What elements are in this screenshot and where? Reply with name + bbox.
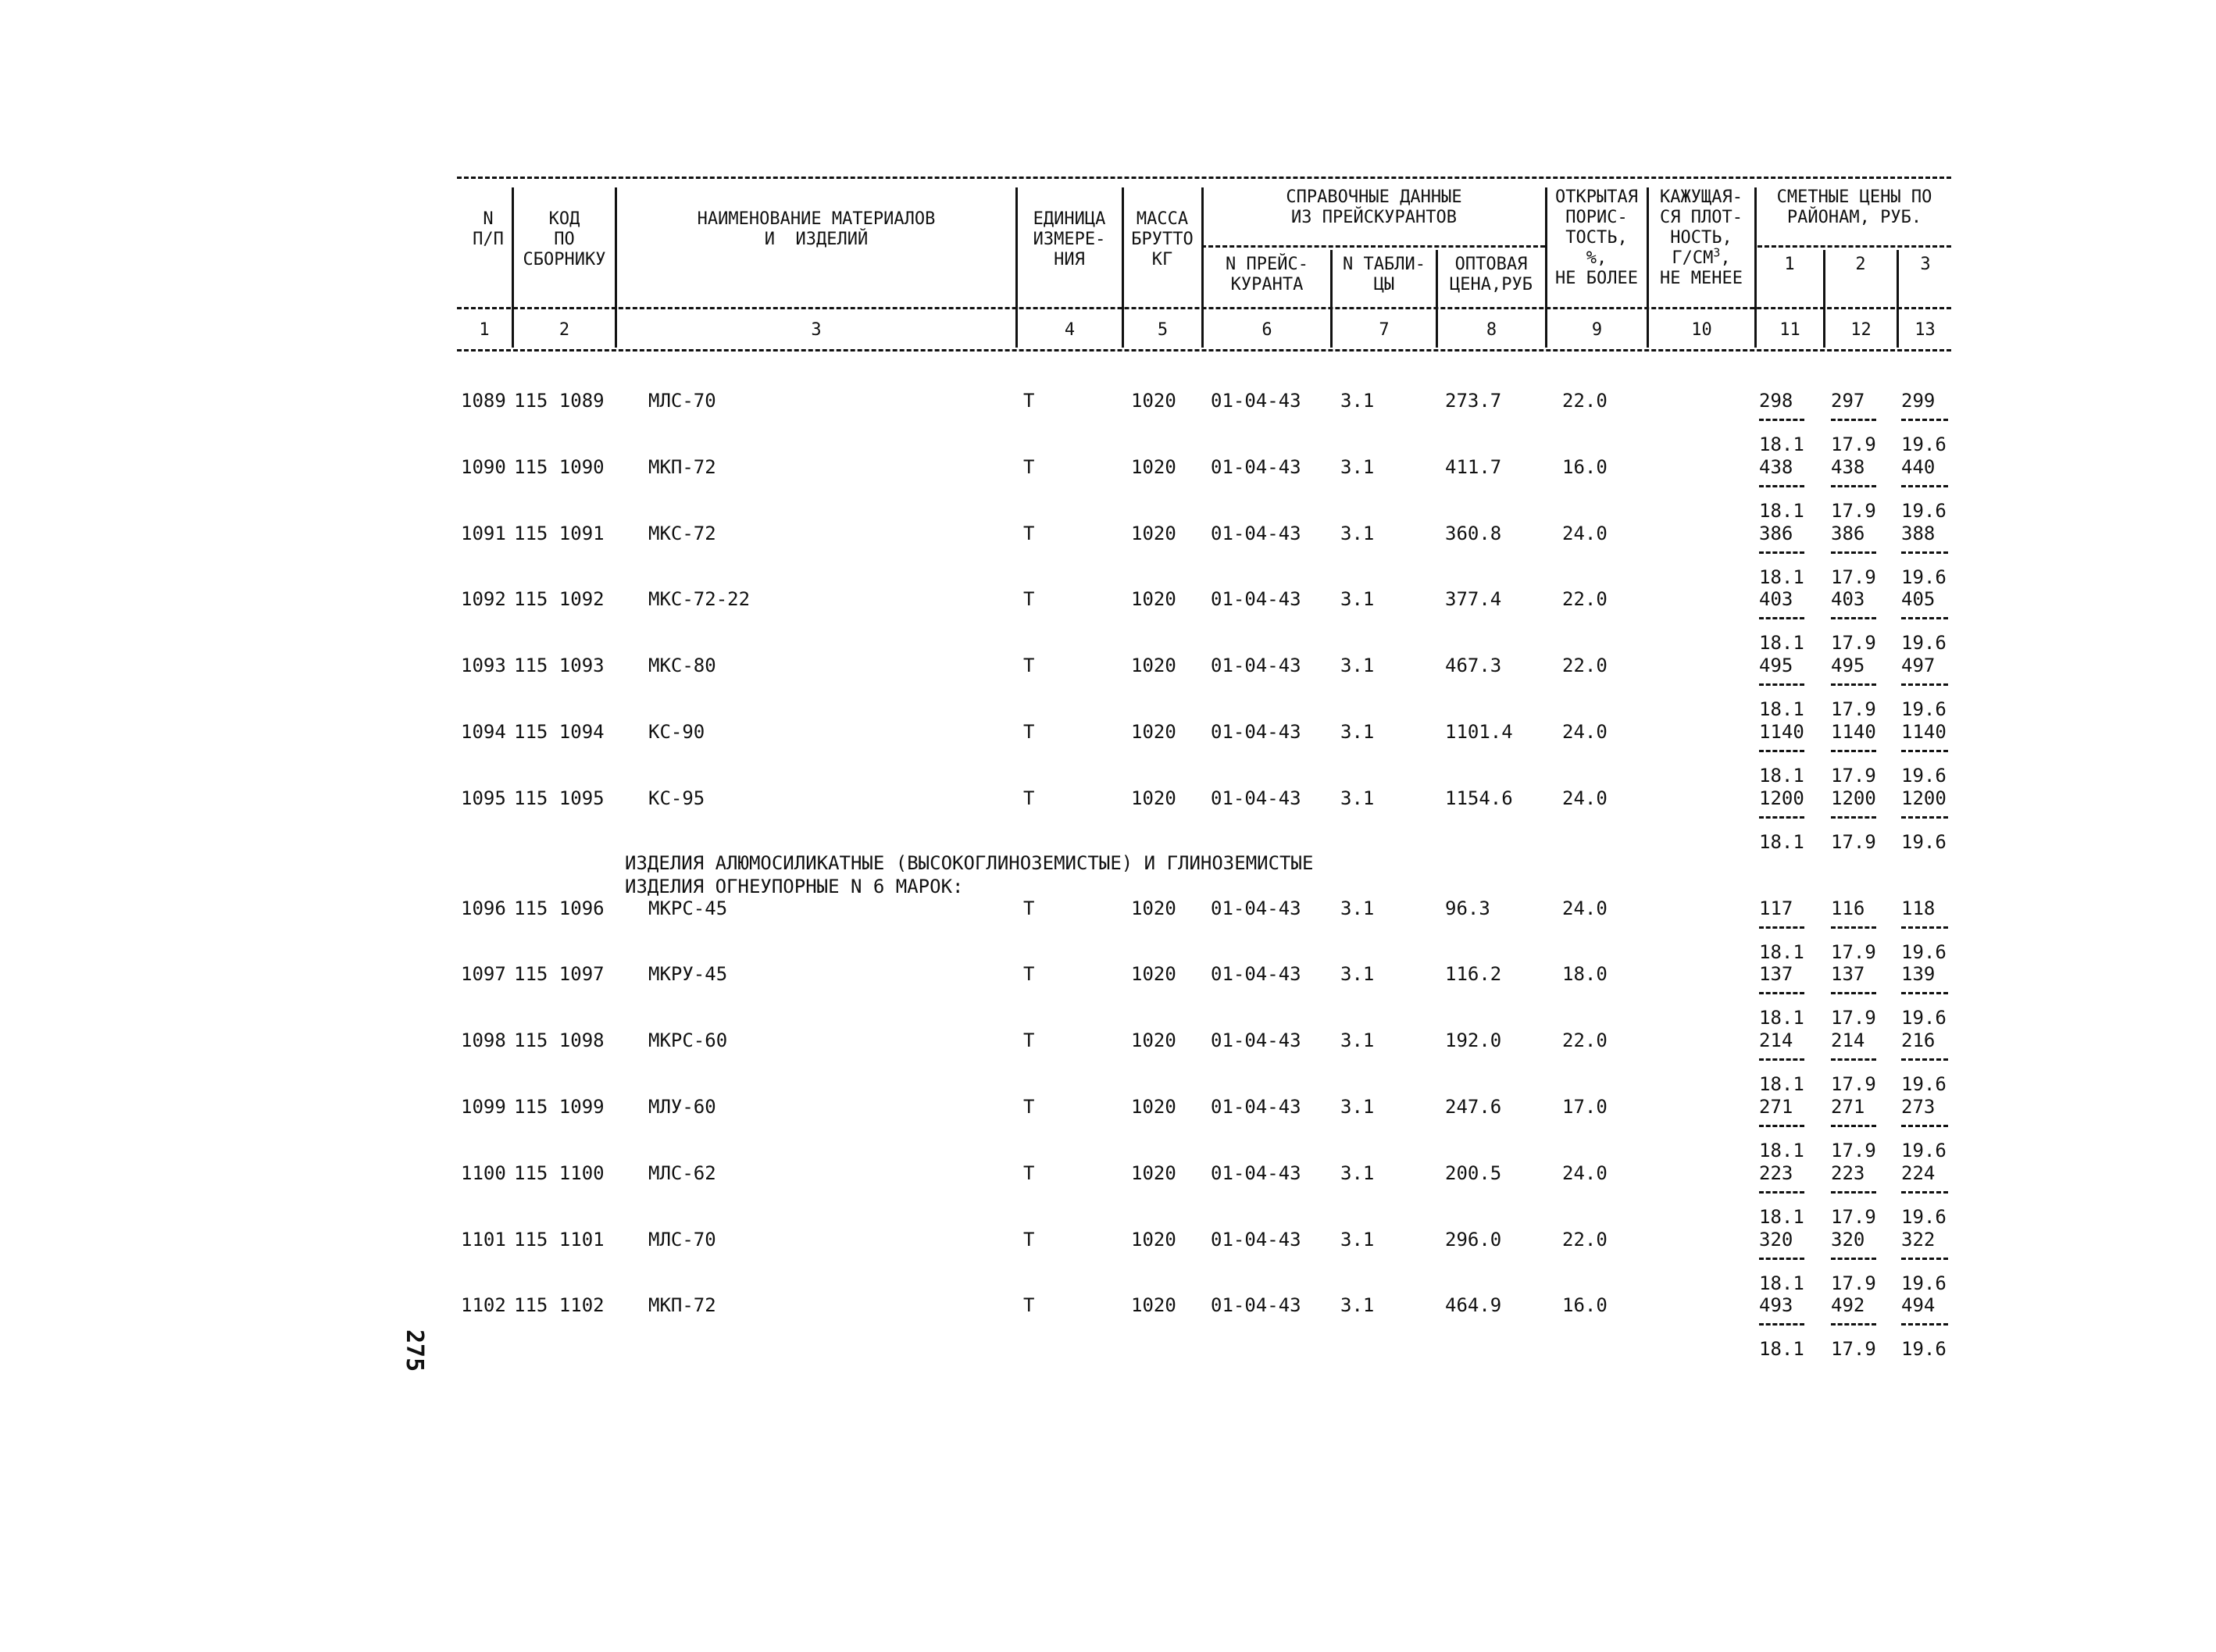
row-name: МКП-72 — [648, 455, 716, 478]
row-number: 1097 — [461, 963, 506, 986]
fraction-bar — [1759, 1258, 1804, 1260]
row-mass: 1020 — [1131, 588, 1176, 611]
row-mass: 1020 — [1131, 897, 1176, 919]
fraction-bar — [1831, 419, 1876, 421]
row-region-price-2: 137 — [1831, 963, 1865, 986]
row-region-price-1: 403 — [1759, 588, 1793, 611]
row-region-coef-2: 17.9 — [1831, 765, 1876, 787]
row-region-coef-2: 17.9 — [1831, 632, 1876, 655]
row-table: 3.1 — [1340, 1228, 1375, 1251]
fraction-bar — [1759, 419, 1804, 421]
col-number: 11 — [1779, 320, 1800, 340]
row-unit: Т — [1023, 1029, 1035, 1052]
row-code: 115 1090 — [514, 455, 605, 478]
row-price-list: 01-04-43 — [1211, 1228, 1301, 1251]
row-region-coef-1: 18.1 — [1759, 632, 1804, 655]
row-price-list: 01-04-43 — [1211, 588, 1301, 611]
row-porosity: 24.0 — [1562, 522, 1608, 544]
row-code: 115 1093 — [514, 655, 605, 677]
price-group-rule — [1757, 245, 1951, 248]
fraction-bar — [1759, 551, 1804, 554]
row-price-list: 01-04-43 — [1211, 655, 1301, 677]
fraction-bar — [1901, 1323, 1948, 1326]
col-number: 2 — [558, 320, 570, 340]
fraction-bar — [1831, 485, 1876, 487]
row-region-price-2: 116 — [1831, 897, 1865, 919]
row-region-coef-2: 17.9 — [1831, 1272, 1876, 1294]
row-wholesale: 411.7 — [1445, 455, 1502, 478]
row-region-price-3: 497 — [1901, 655, 1936, 677]
row-region-price-2: 386 — [1831, 522, 1865, 544]
row-number: 1092 — [461, 588, 506, 611]
row-mass: 1020 — [1131, 655, 1176, 677]
row-region-coef-3: 19.6 — [1901, 1272, 1947, 1294]
row-region-price-3: 139 — [1901, 963, 1936, 986]
row-region-coef-2: 17.9 — [1831, 1140, 1876, 1161]
row-wholesale: 116.2 — [1445, 963, 1502, 986]
row-region-price-3: 388 — [1901, 522, 1936, 544]
row-unit: Т — [1023, 522, 1035, 544]
row-number: 1090 — [461, 455, 506, 478]
row-region-price-2: 223 — [1831, 1161, 1865, 1184]
row-porosity: 16.0 — [1562, 455, 1608, 478]
row-region-price-2: 297 — [1831, 390, 1865, 412]
row-region-coef-1: 18.1 — [1759, 1272, 1804, 1294]
row-region-price-3: 322 — [1901, 1228, 1936, 1251]
row-code: 115 1094 — [514, 721, 605, 743]
row-region-price-3: 440 — [1901, 455, 1936, 478]
row-region-price-1: 298 — [1759, 390, 1793, 412]
fraction-bar — [1831, 1058, 1876, 1061]
header-region-2: 2 — [1855, 255, 1866, 274]
row-price-list: 01-04-43 — [1211, 787, 1301, 809]
fraction-bar — [1831, 750, 1876, 752]
row-region-price-1: 438 — [1759, 455, 1793, 478]
row-mass: 1020 — [1131, 390, 1176, 412]
row-price-list: 01-04-43 — [1211, 897, 1301, 919]
row-unit: Т — [1023, 1161, 1035, 1184]
fraction-bar — [1759, 816, 1804, 819]
row-table: 3.1 — [1340, 787, 1375, 809]
fraction-bar — [1901, 1125, 1948, 1127]
fraction-bar — [1901, 992, 1948, 994]
row-wholesale: 467.3 — [1445, 655, 1502, 677]
header-col5: МАССА БРУТТО КГ — [1131, 209, 1194, 269]
row-name: МЛС-62 — [648, 1161, 716, 1184]
row-number: 1096 — [461, 897, 506, 919]
row-region-coef-3: 19.6 — [1901, 632, 1947, 655]
row-region-coef-3: 19.6 — [1901, 1338, 1947, 1361]
row-region-coef-3: 19.6 — [1901, 940, 1947, 963]
row-code: 115 1097 — [514, 963, 605, 986]
row-number: 1102 — [461, 1294, 506, 1317]
row-mass: 1020 — [1131, 963, 1176, 986]
row-unit: Т — [1023, 963, 1035, 986]
row-name: МКС-80 — [648, 655, 716, 677]
row-table: 3.1 — [1340, 655, 1375, 677]
row-region-price-1: 320 — [1759, 1228, 1793, 1251]
row-name: МКС-72-22 — [648, 588, 751, 611]
row-porosity: 22.0 — [1562, 1228, 1608, 1251]
row-region-price-1: 386 — [1759, 522, 1793, 544]
row-region-price-1: 137 — [1759, 963, 1793, 986]
row-region-price-1: 1200 — [1759, 787, 1804, 809]
row-region-coef-1: 18.1 — [1759, 1338, 1804, 1361]
row-porosity: 22.0 — [1562, 390, 1608, 412]
row-region-coef-2: 17.9 — [1831, 830, 1876, 853]
row-porosity: 24.0 — [1562, 787, 1608, 809]
header-col3: НАИМЕНОВАНИЕ МАТЕРИАЛОВ И ИЗДЕЛИЙ — [697, 209, 936, 249]
row-mass: 1020 — [1131, 1029, 1176, 1052]
row-region-coef-2: 17.9 — [1831, 499, 1876, 522]
row-code: 115 1089 — [514, 390, 605, 412]
header-col2: КОД ПО СБОРНИКУ — [523, 209, 606, 269]
row-region-price-1: 493 — [1759, 1294, 1793, 1317]
row-region-coef-2: 17.9 — [1831, 1205, 1876, 1228]
row-wholesale: 360.8 — [1445, 522, 1502, 544]
row-wholesale: 377.4 — [1445, 588, 1502, 611]
row-region-coef-2: 17.9 — [1831, 566, 1876, 588]
fraction-bar — [1831, 816, 1876, 819]
row-mass: 1020 — [1131, 1096, 1176, 1118]
row-wholesale: 247.6 — [1445, 1096, 1502, 1118]
row-name: МКС-72 — [648, 522, 716, 544]
row-name: МКРС-60 — [648, 1029, 728, 1052]
fraction-bar — [1901, 683, 1948, 686]
row-region-price-1: 223 — [1759, 1161, 1793, 1184]
row-region-price-3: 494 — [1901, 1294, 1936, 1317]
row-code: 115 1095 — [514, 787, 605, 809]
row-table: 3.1 — [1340, 721, 1375, 743]
row-name: КС-90 — [648, 721, 705, 743]
row-name: МЛС-70 — [648, 390, 716, 412]
row-code: 115 1092 — [514, 588, 605, 611]
row-code: 115 1100 — [514, 1161, 605, 1184]
row-region-price-3: 1140 — [1901, 721, 1947, 743]
row-region-coef-2: 17.9 — [1831, 1073, 1876, 1096]
col-number: 7 — [1379, 320, 1390, 340]
row-table: 3.1 — [1340, 1096, 1375, 1118]
row-table: 3.1 — [1340, 1029, 1375, 1052]
row-wholesale: 273.7 — [1445, 390, 1502, 412]
row-table: 3.1 — [1340, 1294, 1375, 1317]
row-unit: Т — [1023, 655, 1035, 677]
row-number: 1089 — [461, 390, 506, 412]
row-name: МЛУ-60 — [648, 1096, 716, 1118]
fraction-bar — [1759, 926, 1804, 929]
row-code: 115 1102 — [514, 1294, 605, 1317]
row-region-coef-1: 18.1 — [1759, 566, 1804, 588]
row-region-coef-3: 19.6 — [1901, 1007, 1947, 1029]
header-col9: ОТКРЫТАЯ ПОРИС- ТОСТЬ, %, НЕ БОЛЕЕ — [1555, 187, 1638, 288]
header-region-1: 1 — [1784, 255, 1795, 274]
row-region-coef-1: 18.1 — [1759, 1205, 1804, 1228]
row-region-coef-2: 17.9 — [1831, 1007, 1876, 1029]
row-name: МКРУ-45 — [648, 963, 728, 986]
row-price-list: 01-04-43 — [1211, 1294, 1301, 1317]
fraction-bar — [1901, 926, 1948, 929]
row-wholesale: 1101.4 — [1445, 721, 1513, 743]
row-porosity: 22.0 — [1562, 588, 1608, 611]
row-region-price-1: 214 — [1759, 1029, 1793, 1052]
row-region-price-2: 1140 — [1831, 721, 1876, 743]
row-number: 1091 — [461, 522, 506, 544]
row-region-price-2: 492 — [1831, 1294, 1865, 1317]
row-region-price-2: 403 — [1831, 588, 1865, 611]
row-region-price-3: 273 — [1901, 1096, 1936, 1118]
row-code: 115 1101 — [514, 1228, 605, 1251]
row-region-coef-2: 17.9 — [1831, 1338, 1876, 1361]
row-porosity: 24.0 — [1562, 1161, 1608, 1184]
fraction-bar — [1901, 419, 1948, 421]
fraction-bar — [1831, 683, 1876, 686]
row-code: 115 1091 — [514, 522, 605, 544]
fraction-bar — [1759, 485, 1804, 487]
row-table: 3.1 — [1340, 588, 1375, 611]
row-number: 1093 — [461, 655, 506, 677]
row-wholesale: 296.0 — [1445, 1228, 1502, 1251]
fraction-bar — [1901, 1058, 1948, 1061]
row-wholesale: 464.9 — [1445, 1294, 1502, 1317]
row-region-coef-1: 18.1 — [1759, 698, 1804, 721]
row-region-coef-3: 19.6 — [1901, 566, 1947, 588]
row-price-list: 01-04-43 — [1211, 390, 1301, 412]
row-region-coef-2: 17.9 — [1831, 434, 1876, 455]
row-name: КС-95 — [648, 787, 705, 809]
fraction-bar — [1901, 1191, 1948, 1194]
row-price-list: 01-04-43 — [1211, 963, 1301, 986]
fraction-bar — [1759, 750, 1804, 752]
fraction-bar — [1831, 1258, 1876, 1260]
row-table: 3.1 — [1340, 455, 1375, 478]
row-number: 1094 — [461, 721, 506, 743]
row-table: 3.1 — [1340, 963, 1375, 986]
header-col6: N ПРЕЙС- КУРАНТА — [1226, 255, 1308, 294]
row-code: 115 1099 — [514, 1096, 605, 1118]
fraction-bar — [1831, 617, 1876, 619]
ref-group-rule — [1201, 245, 1545, 248]
fraction-bar — [1759, 1125, 1804, 1127]
row-price-list: 01-04-43 — [1211, 455, 1301, 478]
row-porosity: 18.0 — [1562, 963, 1608, 986]
header-bottom-rule — [457, 349, 1951, 351]
row-region-price-1: 117 — [1759, 897, 1793, 919]
row-number: 1099 — [461, 1096, 506, 1118]
row-region-price-2: 320 — [1831, 1228, 1865, 1251]
row-wholesale: 200.5 — [1445, 1161, 1502, 1184]
row-region-price-2: 214 — [1831, 1029, 1865, 1052]
row-price-list: 01-04-43 — [1211, 1161, 1301, 1184]
row-porosity: 24.0 — [1562, 721, 1608, 743]
col-number: 10 — [1691, 320, 1712, 340]
row-region-price-3: 299 — [1901, 390, 1936, 412]
row-porosity: 17.0 — [1562, 1096, 1608, 1118]
row-price-list: 01-04-43 — [1211, 1029, 1301, 1052]
row-region-price-1: 271 — [1759, 1096, 1793, 1118]
row-region-coef-3: 19.6 — [1901, 830, 1947, 853]
row-code: 115 1098 — [514, 1029, 605, 1052]
row-region-coef-3: 19.6 — [1901, 1073, 1947, 1096]
row-region-coef-3: 19.6 — [1901, 698, 1947, 721]
row-porosity: 22.0 — [1562, 1029, 1608, 1052]
fraction-bar — [1759, 1191, 1804, 1194]
fraction-bar — [1901, 750, 1948, 752]
row-region-coef-1: 18.1 — [1759, 940, 1804, 963]
row-region-coef-1: 18.1 — [1759, 434, 1804, 455]
col-number: 3 — [811, 320, 822, 340]
header-col8: ОПТОВАЯ ЦЕНА,РУБ — [1450, 255, 1533, 294]
row-number: 1095 — [461, 787, 506, 809]
fraction-bar — [1831, 1191, 1876, 1194]
row-wholesale: 96.3 — [1445, 897, 1490, 919]
row-table: 3.1 — [1340, 390, 1375, 412]
row-table: 3.1 — [1340, 897, 1375, 919]
row-unit: Т — [1023, 897, 1035, 919]
row-wholesale: 1154.6 — [1445, 787, 1513, 809]
header-top-rule — [457, 177, 1951, 179]
col-number: 12 — [1850, 320, 1872, 340]
col-number: 4 — [1064, 320, 1076, 340]
header-col4: ЕДИНИЦА ИЗМЕРЕ- НИЯ — [1033, 209, 1106, 269]
col-number: 5 — [1157, 320, 1169, 340]
row-mass: 1020 — [1131, 1294, 1176, 1317]
row-name: МКП-72 — [648, 1294, 716, 1317]
fraction-bar — [1901, 1258, 1948, 1260]
row-region-coef-1: 18.1 — [1759, 1140, 1804, 1161]
fraction-bar — [1759, 1323, 1804, 1326]
row-region-price-2: 438 — [1831, 455, 1865, 478]
row-region-coef-1: 18.1 — [1759, 499, 1804, 522]
page-number: 275 — [401, 1329, 428, 1372]
fraction-bar — [1901, 617, 1948, 619]
row-table: 3.1 — [1340, 1161, 1375, 1184]
row-mass: 1020 — [1131, 721, 1176, 743]
row-unit: Т — [1023, 390, 1035, 412]
fraction-bar — [1831, 1323, 1876, 1326]
row-porosity: 22.0 — [1562, 655, 1608, 677]
row-region-coef-1: 18.1 — [1759, 1007, 1804, 1029]
row-region-coef-1: 18.1 — [1759, 830, 1804, 853]
row-region-price-3: 224 — [1901, 1161, 1936, 1184]
row-name: МЛС-70 — [648, 1228, 716, 1251]
col-number: 1 — [479, 320, 490, 340]
fraction-bar — [1831, 926, 1876, 929]
fraction-bar — [1901, 485, 1948, 487]
row-porosity: 24.0 — [1562, 897, 1608, 919]
row-unit: Т — [1023, 1294, 1035, 1317]
row-region-price-3: 405 — [1901, 588, 1936, 611]
row-mass: 1020 — [1131, 1161, 1176, 1184]
row-region-price-3: 216 — [1901, 1029, 1936, 1052]
section-heading: ИЗДЕЛИЯ АЛЮМОСИЛИКАТНЫЕ (ВЫСОКОГЛИНОЗЕМИСТЫЕ) И ГЛИНОЗЕМИСТЫЕ ИЗДЕЛИЯ ОГНЕУПОРНЫЕ N 6 МАРОК: — [625, 852, 1314, 897]
row-region-coef-2: 17.9 — [1831, 940, 1876, 963]
row-region-coef-3: 19.6 — [1901, 1140, 1947, 1161]
header-price-group: СМЕТНЫЕ ЦЕНЫ ПО РАЙОНАМ, РУБ. — [1776, 187, 1932, 227]
row-region-price-2: 271 — [1831, 1096, 1865, 1118]
row-mass: 1020 — [1131, 1228, 1176, 1251]
row-region-coef-3: 19.6 — [1901, 1205, 1947, 1228]
row-region-price-1: 495 — [1759, 655, 1793, 677]
fraction-bar — [1831, 992, 1876, 994]
header-region-3: 3 — [1920, 255, 1931, 274]
header-mid-rule — [457, 307, 1951, 309]
row-price-list: 01-04-43 — [1211, 721, 1301, 743]
row-region-coef-2: 17.9 — [1831, 698, 1876, 721]
col-number: 9 — [1591, 320, 1603, 340]
header-col7: N ТАБЛИ- ЦЫ — [1343, 255, 1426, 294]
row-region-price-3: 118 — [1901, 897, 1936, 919]
row-region-price-2: 1200 — [1831, 787, 1876, 809]
fraction-bar — [1759, 992, 1804, 994]
fraction-bar — [1831, 551, 1876, 554]
col-number: 8 — [1486, 320, 1497, 340]
row-mass: 1020 — [1131, 522, 1176, 544]
row-unit: Т — [1023, 588, 1035, 611]
row-number: 1101 — [461, 1228, 506, 1251]
col-number: 6 — [1261, 320, 1272, 340]
row-unit: Т — [1023, 455, 1035, 478]
row-unit: Т — [1023, 1228, 1035, 1251]
header-col10: КАЖУЩАЯ- СЯ ПЛОТ- НОСТЬ, $Г/СМ^3$, НЕ МЕНЕЕ — [1660, 187, 1743, 288]
row-table: 3.1 — [1340, 522, 1375, 544]
fraction-bar — [1901, 816, 1948, 819]
row-unit: Т — [1023, 787, 1035, 809]
row-code: 115 1096 — [514, 897, 605, 919]
row-mass: 1020 — [1131, 787, 1176, 809]
row-region-coef-3: 19.6 — [1901, 499, 1947, 522]
fraction-bar — [1759, 1058, 1804, 1061]
fraction-bar — [1831, 1125, 1876, 1127]
row-porosity: 16.0 — [1562, 1294, 1608, 1317]
fraction-bar — [1759, 617, 1804, 619]
fraction-bar — [1901, 551, 1948, 554]
row-region-coef-3: 19.6 — [1901, 765, 1947, 787]
fraction-bar — [1759, 683, 1804, 686]
row-mass: 1020 — [1131, 455, 1176, 478]
row-region-price-1: 1140 — [1759, 721, 1804, 743]
row-region-coef-1: 18.1 — [1759, 765, 1804, 787]
header-ref-group: СПРАВОЧНЫЕ ДАННЫЕ ИЗ ПРЕЙСКУРАНТОВ — [1286, 187, 1462, 227]
row-number: 1100 — [461, 1161, 506, 1184]
row-number: 1098 — [461, 1029, 506, 1052]
row-region-price-3: 1200 — [1901, 787, 1947, 809]
col-number: 13 — [1914, 320, 1936, 340]
row-wholesale: 192.0 — [1445, 1029, 1502, 1052]
row-name: МКРС-45 — [648, 897, 728, 919]
row-region-price-2: 495 — [1831, 655, 1865, 677]
row-region-coef-3: 19.6 — [1901, 434, 1947, 455]
row-region-coef-1: 18.1 — [1759, 1073, 1804, 1096]
row-price-list: 01-04-43 — [1211, 1096, 1301, 1118]
row-unit: Т — [1023, 721, 1035, 743]
row-unit: Т — [1023, 1096, 1035, 1118]
row-price-list: 01-04-43 — [1211, 522, 1301, 544]
header-col1: N П/П — [473, 209, 504, 249]
